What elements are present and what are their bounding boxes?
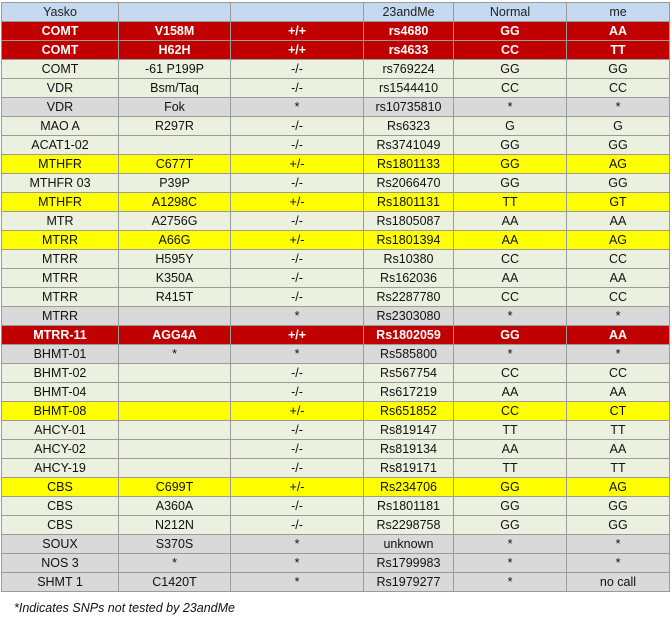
gene-cell: AHCY-01 [2,421,119,440]
status-cell: -/- [231,79,364,98]
rsid-cell: Rs617219 [364,383,454,402]
table-row [2,535,670,554]
rsid-cell: Rs3741049 [364,136,454,155]
normal-cell: TT [454,421,567,440]
gene-cell: CBS [2,497,119,516]
me-cell: CT [567,402,670,421]
normal-cell: GG [454,497,567,516]
me-cell: CC [567,250,670,269]
gene-cell: MTHFR [2,193,119,212]
normal-cell: CC [454,288,567,307]
rsid-cell: Rs819171 [364,459,454,478]
rsid-cell: Rs585800 [364,345,454,364]
rsid-cell: Rs1801394 [364,231,454,250]
rsid-cell: Rs651852 [364,402,454,421]
status-cell: +/- [231,231,364,250]
mutation-cell: Bsm/Taq [119,79,231,98]
mutation-cell [119,364,231,383]
mutation-cell: V158M [119,22,231,41]
gene-cell: CBS [2,516,119,535]
normal-cell: GG [454,155,567,174]
rsid-cell: Rs819147 [364,421,454,440]
header-mutation [119,3,231,22]
mutation-cell [119,402,231,421]
gene-cell: MTRR-11 [2,326,119,345]
header-row [2,3,670,22]
me-cell: AA [567,22,670,41]
table-row [2,60,670,79]
status-cell: +/- [231,193,364,212]
mutation-cell [119,459,231,478]
status-cell: +/- [231,478,364,497]
table-row [2,307,670,326]
rsid-cell: unknown [364,535,454,554]
gene-cell: COMT [2,41,119,60]
mutation-cell: Fok [119,98,231,117]
gene-cell: AHCY-02 [2,440,119,459]
rsid-cell: Rs819134 [364,440,454,459]
me-cell: * [567,307,670,326]
me-cell: AA [567,326,670,345]
status-cell: -/- [231,117,364,136]
me-cell: AA [567,440,670,459]
mutation-cell: S370S [119,535,231,554]
normal-cell: GG [454,174,567,193]
rsid-cell: rs769224 [364,60,454,79]
mutation-cell: A2756G [119,212,231,231]
table-row [2,79,670,98]
normal-cell: AA [454,440,567,459]
status-cell: * [231,554,364,573]
rsid-cell: Rs2066470 [364,174,454,193]
rsid-cell: Rs2287780 [364,288,454,307]
normal-cell: GG [454,136,567,155]
me-cell: AG [567,478,670,497]
gene-cell: MTR [2,212,119,231]
me-cell: GG [567,136,670,155]
status-cell: +/+ [231,41,364,60]
gene-cell: BHMT-04 [2,383,119,402]
table-row [2,478,670,497]
rsid-cell: Rs2298758 [364,516,454,535]
table-row [2,326,670,345]
rsid-cell: rs10735810 [364,98,454,117]
normal-cell: * [454,554,567,573]
gene-cell: MTHFR [2,155,119,174]
table-row [2,497,670,516]
me-cell: CC [567,364,670,383]
rsid-cell: Rs1801181 [364,497,454,516]
status-cell: +/+ [231,326,364,345]
gene-cell: MTHFR 03 [2,174,119,193]
rsid-cell: Rs10380 [364,250,454,269]
table-row [2,22,670,41]
gene-cell: COMT [2,60,119,79]
table-row [2,174,670,193]
normal-cell: CC [454,79,567,98]
gene-cell: SOUX [2,535,119,554]
status-cell: +/- [231,402,364,421]
me-cell: CC [567,288,670,307]
status-cell: -/- [231,212,364,231]
table-row [2,421,670,440]
status-cell: * [231,573,364,592]
gene-cell: MTRR [2,288,119,307]
mutation-cell [119,383,231,402]
mutation-cell [119,421,231,440]
rsid-cell: Rs1801133 [364,155,454,174]
me-cell: GG [567,516,670,535]
mutation-cell: -61 P199P [119,60,231,79]
gene-cell: CBS [2,478,119,497]
table-row [2,345,670,364]
gene-cell: AHCY-19 [2,459,119,478]
table-row [2,516,670,535]
me-cell: G [567,117,670,136]
gene-cell: MTRR [2,231,119,250]
gene-cell: MTRR [2,307,119,326]
mutation-cell: * [119,345,231,364]
table-row [2,193,670,212]
mutation-cell [119,307,231,326]
status-cell: -/- [231,250,364,269]
status-cell: -/- [231,421,364,440]
status-cell: * [231,345,364,364]
me-cell: * [567,554,670,573]
normal-cell: GG [454,516,567,535]
normal-cell: GG [454,60,567,79]
header-me: me [567,3,670,22]
normal-cell: * [454,573,567,592]
snp-table [1,2,670,592]
rsid-cell: Rs567754 [364,364,454,383]
mutation-cell: C1420T [119,573,231,592]
me-cell: AG [567,231,670,250]
gene-cell: MTRR [2,250,119,269]
status-cell: +/+ [231,22,364,41]
normal-cell: AA [454,231,567,250]
normal-cell: CC [454,250,567,269]
me-cell: GT [567,193,670,212]
mutation-cell: A66G [119,231,231,250]
rsid-cell: Rs1801131 [364,193,454,212]
table-body [2,22,670,592]
normal-cell: AA [454,212,567,231]
me-cell: GG [567,60,670,79]
me-cell: AA [567,383,670,402]
gene-cell: BHMT-02 [2,364,119,383]
gene-cell: SHMT 1 [2,573,119,592]
table-row [2,288,670,307]
rsid-cell: rs4680 [364,22,454,41]
status-cell: -/- [231,269,364,288]
status-cell: -/- [231,364,364,383]
normal-cell: * [454,535,567,554]
status-cell: -/- [231,174,364,193]
mutation-cell: A360A [119,497,231,516]
header-23andme: 23andMe [364,3,454,22]
mutation-cell: C699T [119,478,231,497]
me-cell: TT [567,421,670,440]
me-cell: TT [567,459,670,478]
table-row [2,231,670,250]
table-row [2,250,670,269]
mutation-cell: * [119,554,231,573]
status-cell: -/- [231,60,364,79]
header-normal: Normal [454,3,567,22]
mutation-cell [119,136,231,155]
mutation-cell: R297R [119,117,231,136]
mutation-cell: K350A [119,269,231,288]
header-yasko: Yasko [2,3,119,22]
table-row [2,440,670,459]
table-row [2,212,670,231]
normal-cell: TT [454,193,567,212]
me-cell: AA [567,269,670,288]
normal-cell: * [454,98,567,117]
footnote: *Indicates SNPs not tested by 23andMe [14,601,235,615]
me-cell: AG [567,155,670,174]
table-row [2,364,670,383]
table-row [2,41,670,60]
rsid-cell: Rs162036 [364,269,454,288]
status-cell: -/- [231,440,364,459]
me-cell: * [567,98,670,117]
mutation-cell: R415T [119,288,231,307]
rsid-cell: Rs1799983 [364,554,454,573]
gene-cell: ACAT1-02 [2,136,119,155]
normal-cell: AA [454,269,567,288]
me-cell: no call [567,573,670,592]
mutation-cell: AGG4A [119,326,231,345]
normal-cell: TT [454,459,567,478]
me-cell: * [567,345,670,364]
table-row [2,98,670,117]
table-row [2,136,670,155]
gene-cell: MTRR [2,269,119,288]
rsid-cell: Rs6323 [364,117,454,136]
table-row [2,573,670,592]
normal-cell: GG [454,478,567,497]
status-cell: * [231,307,364,326]
me-cell: CC [567,79,670,98]
mutation-cell: N212N [119,516,231,535]
gene-cell: MAO A [2,117,119,136]
header-status [231,3,364,22]
normal-cell: GG [454,22,567,41]
table-row [2,117,670,136]
gene-cell: VDR [2,79,119,98]
status-cell: * [231,98,364,117]
table-row [2,269,670,288]
gene-cell: VDR [2,98,119,117]
table-row [2,459,670,478]
normal-cell: CC [454,41,567,60]
me-cell: TT [567,41,670,60]
table-row [2,554,670,573]
me-cell: AA [567,212,670,231]
table-row [2,383,670,402]
snp-table-container [1,2,670,592]
rsid-cell: Rs1802059 [364,326,454,345]
rsid-cell: rs1544410 [364,79,454,98]
gene-cell: BHMT-01 [2,345,119,364]
normal-cell: G [454,117,567,136]
status-cell: -/- [231,516,364,535]
rsid-cell: rs4633 [364,41,454,60]
mutation-cell: H595Y [119,250,231,269]
gene-cell: COMT [2,22,119,41]
rsid-cell: Rs1979277 [364,573,454,592]
status-cell: -/- [231,497,364,516]
gene-cell: BHMT-08 [2,402,119,421]
status-cell: -/- [231,288,364,307]
status-cell: -/- [231,136,364,155]
normal-cell: * [454,345,567,364]
normal-cell: CC [454,364,567,383]
mutation-cell: C677T [119,155,231,174]
normal-cell: CC [454,402,567,421]
normal-cell: AA [454,383,567,402]
rsid-cell: Rs234706 [364,478,454,497]
mutation-cell: H62H [119,41,231,60]
status-cell: +/- [231,155,364,174]
status-cell: * [231,535,364,554]
me-cell: GG [567,174,670,193]
table-row [2,155,670,174]
mutation-cell: A1298C [119,193,231,212]
status-cell: -/- [231,383,364,402]
normal-cell: * [454,307,567,326]
rsid-cell: Rs1805087 [364,212,454,231]
status-cell: -/- [231,459,364,478]
me-cell: GG [567,497,670,516]
me-cell: * [567,535,670,554]
mutation-cell: P39P [119,174,231,193]
table-row [2,402,670,421]
normal-cell: GG [454,326,567,345]
mutation-cell [119,440,231,459]
rsid-cell: Rs2303080 [364,307,454,326]
gene-cell: NOS 3 [2,554,119,573]
